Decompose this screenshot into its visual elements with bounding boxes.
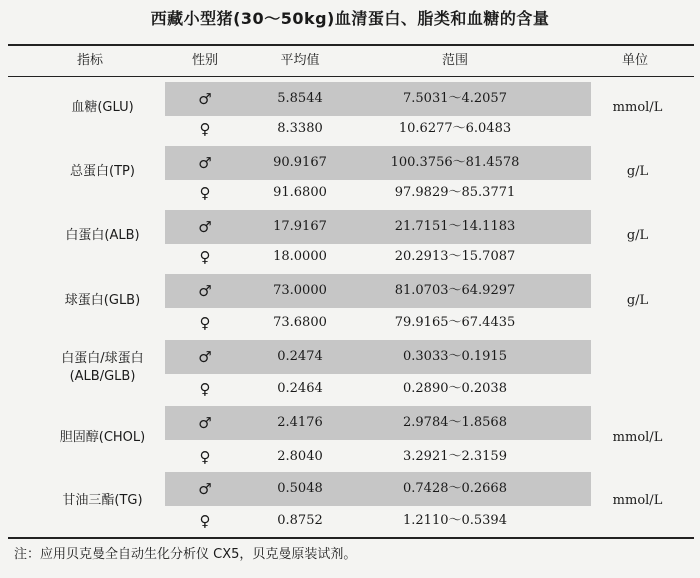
unit-label: g/L [626,164,649,179]
mean-value: 2.8040 [277,449,323,464]
header-range: 范围 [441,53,468,68]
unit-label: mmol/L [612,493,663,508]
table-row [0,306,700,340]
header-indicator: 指标 [76,53,103,68]
range-value: 21.7151～14.1183 [394,219,516,234]
mean-value: 73.6800 [273,315,327,330]
sex-female: ♀ [199,314,211,332]
sex-male: ♂ [198,154,212,172]
sex-male: ♂ [198,480,212,498]
header-mean: 平均值 [280,53,320,68]
table-note: 注：应用贝克曼全自动生化分析仪 CX5，贝克曼原装试剂。 [14,547,357,562]
range-value: 79.9165～67.4435 [394,315,516,330]
bottom-rule [8,537,694,539]
range-value: 3.2921～2.3159 [403,449,507,464]
mean-value: 73.0000 [273,283,327,298]
mean-value: 2.4176 [277,415,323,430]
indicator-label: 胆固醇(CHOL) [59,430,146,445]
range-value: 1.2110～0.5394 [403,513,507,528]
mean-value: 0.2464 [277,381,323,396]
table-row [0,112,700,146]
range-value: 7.5031～4.2057 [403,91,507,106]
mean-value: 17.9167 [273,219,327,234]
indicator-label: 球蛋白(GLB) [64,293,141,308]
header-sex: 性别 [191,53,218,68]
unit-label: g/L [626,293,649,308]
unit-label: mmol/L [612,430,663,445]
header-unit: 单位 [621,53,648,68]
range-value: 100.3756～81.4578 [390,155,520,170]
indicator-label: 白蛋白(ALB) [65,228,140,243]
mean-value: 0.2474 [277,349,323,364]
unit-label: g/L [626,228,649,243]
range-value: 10.6277～6.0483 [398,121,512,136]
sex-male: ♂ [198,90,212,108]
sex-female: ♀ [199,448,211,466]
sex-female: ♀ [199,184,211,202]
sex-female: ♀ [199,120,211,138]
range-value: 0.2890～0.2038 [403,381,507,396]
indicator-label: 总蛋白(TP) [70,164,135,179]
table-row [0,176,700,210]
indicator-label: (ALB/GLB) [69,369,136,384]
range-value: 2.9784～1.8568 [403,415,507,430]
table-row [0,240,700,274]
indicator-label: 甘油三酯(TG) [62,493,143,508]
range-value: 0.7428～0.2668 [403,481,507,496]
mean-value: 5.8544 [277,91,323,106]
mean-value: 0.5048 [277,481,323,496]
mean-value: 90.9167 [273,155,327,170]
range-value: 0.3033～0.1915 [403,349,507,364]
sex-male: ♂ [198,414,212,432]
mean-value: 0.8752 [277,513,323,528]
range-value: 20.2913～15.7087 [394,249,516,264]
sex-female: ♀ [199,380,211,398]
sex-female: ♀ [199,512,211,530]
unit-label: mmol/L [612,100,663,115]
table-title: 西藏小型猪(30～50kg)血清蛋白、脂类和血糖的含量 [150,9,550,28]
indicator-label: 白蛋白/球蛋白 [61,351,144,366]
range-value: 81.0703～64.9297 [394,283,516,298]
mean-value: 18.0000 [273,249,327,264]
header-rule [8,76,694,77]
range-value: 97.9829～85.3771 [394,185,516,200]
mean-value: 91.6800 [273,185,327,200]
mean-value: 8.3380 [277,121,323,136]
sex-female: ♀ [199,248,211,266]
indicator-label: 血糖(GLU) [71,100,134,115]
top-rule [8,44,694,46]
sex-male: ♂ [198,282,212,300]
sex-male: ♂ [198,348,212,366]
sex-male: ♂ [198,218,212,236]
